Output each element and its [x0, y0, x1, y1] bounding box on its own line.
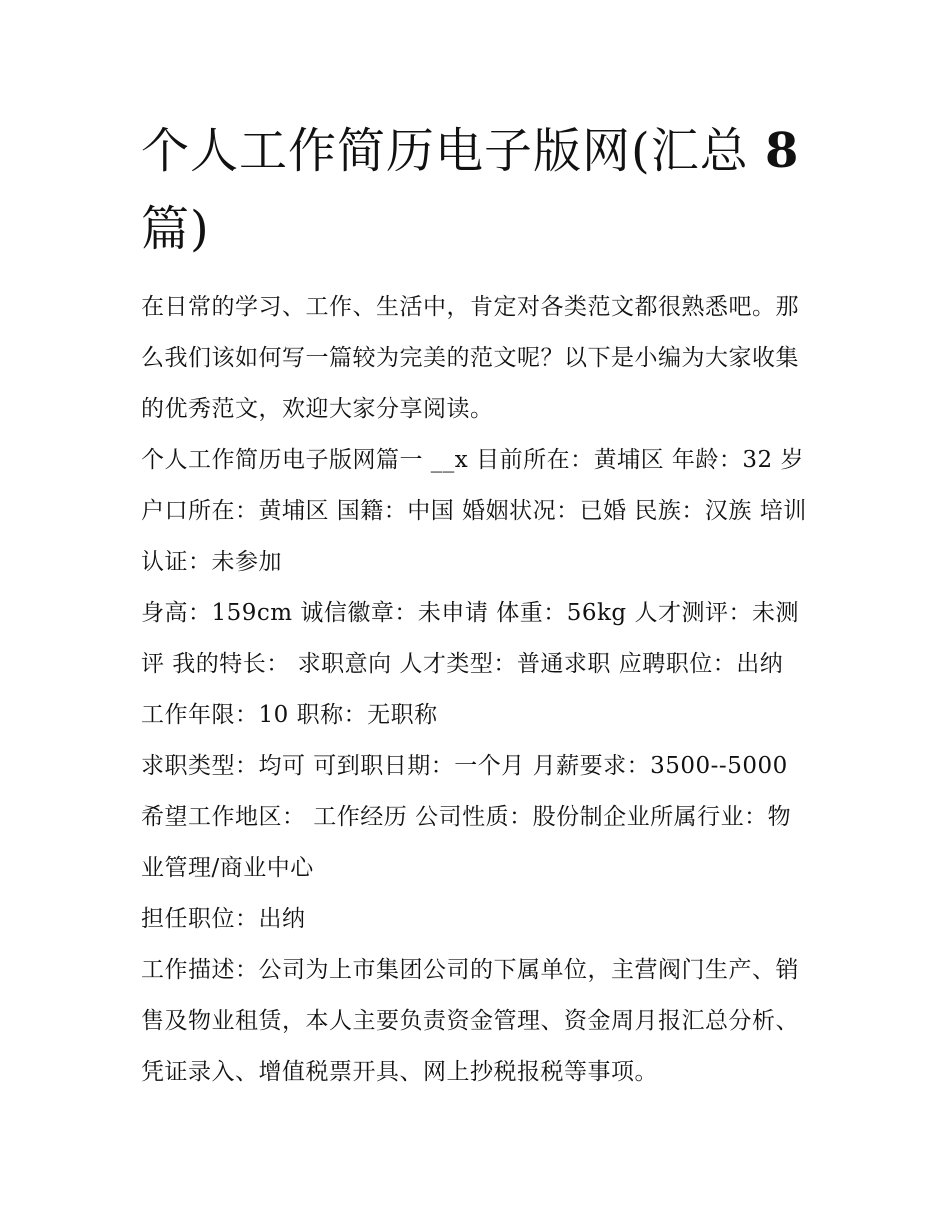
document-page [141, 112, 813, 1098]
personal-info-paragraph: 个人工作简历电子版网篇一 __x 目前所在：黄埔区 年龄：32 岁 户口所在：黄埔区 国籍：中国 婚姻状况：已婚 民族：汉族 培训认证：未参加 [141, 447, 807, 575]
intro-paragraph: 在日常的学习、工作、生活中，肯定对各类范文都很熟悉吧。那么我们该如何写一篇较为完美的范文呢？以下是小编为大家收集的优秀范文，欢迎大家分享阅读。 [141, 294, 799, 422]
title-text: 个人工作简历电子版网(汇总 [141, 123, 765, 179]
job-description-paragraph: 工作描述：公司为上市集团公司的下属单位，主营阀门生产、销售及物业租赁，本人主要负责资金管理、资金周月报汇总分析、凭证录入、增值税票开具、网上抄税报税等事项。 [141, 957, 799, 1085]
document-title [141, 112, 813, 268]
position-paragraph: 担任职位：出纳 [141, 906, 306, 932]
title-text-end: 篇) [141, 201, 210, 257]
title-number: 8 [765, 123, 800, 179]
job-intent-paragraph: 求职类型：均可 可到职日期：一个月 月薪要求：3500--5000 希望工作地区： 工作经历 公司性质：股份制企业所属行业：物业管理/商业中心 [141, 753, 792, 881]
profile-paragraph: 身高：159cm 诚信徽章：未申请 体重：56kg 人才测评：未测评 我的特长： 求职意向 人才类型：普通求职 应聘职位：出纳 工作年限：10 职称：无职称 [141, 600, 799, 728]
